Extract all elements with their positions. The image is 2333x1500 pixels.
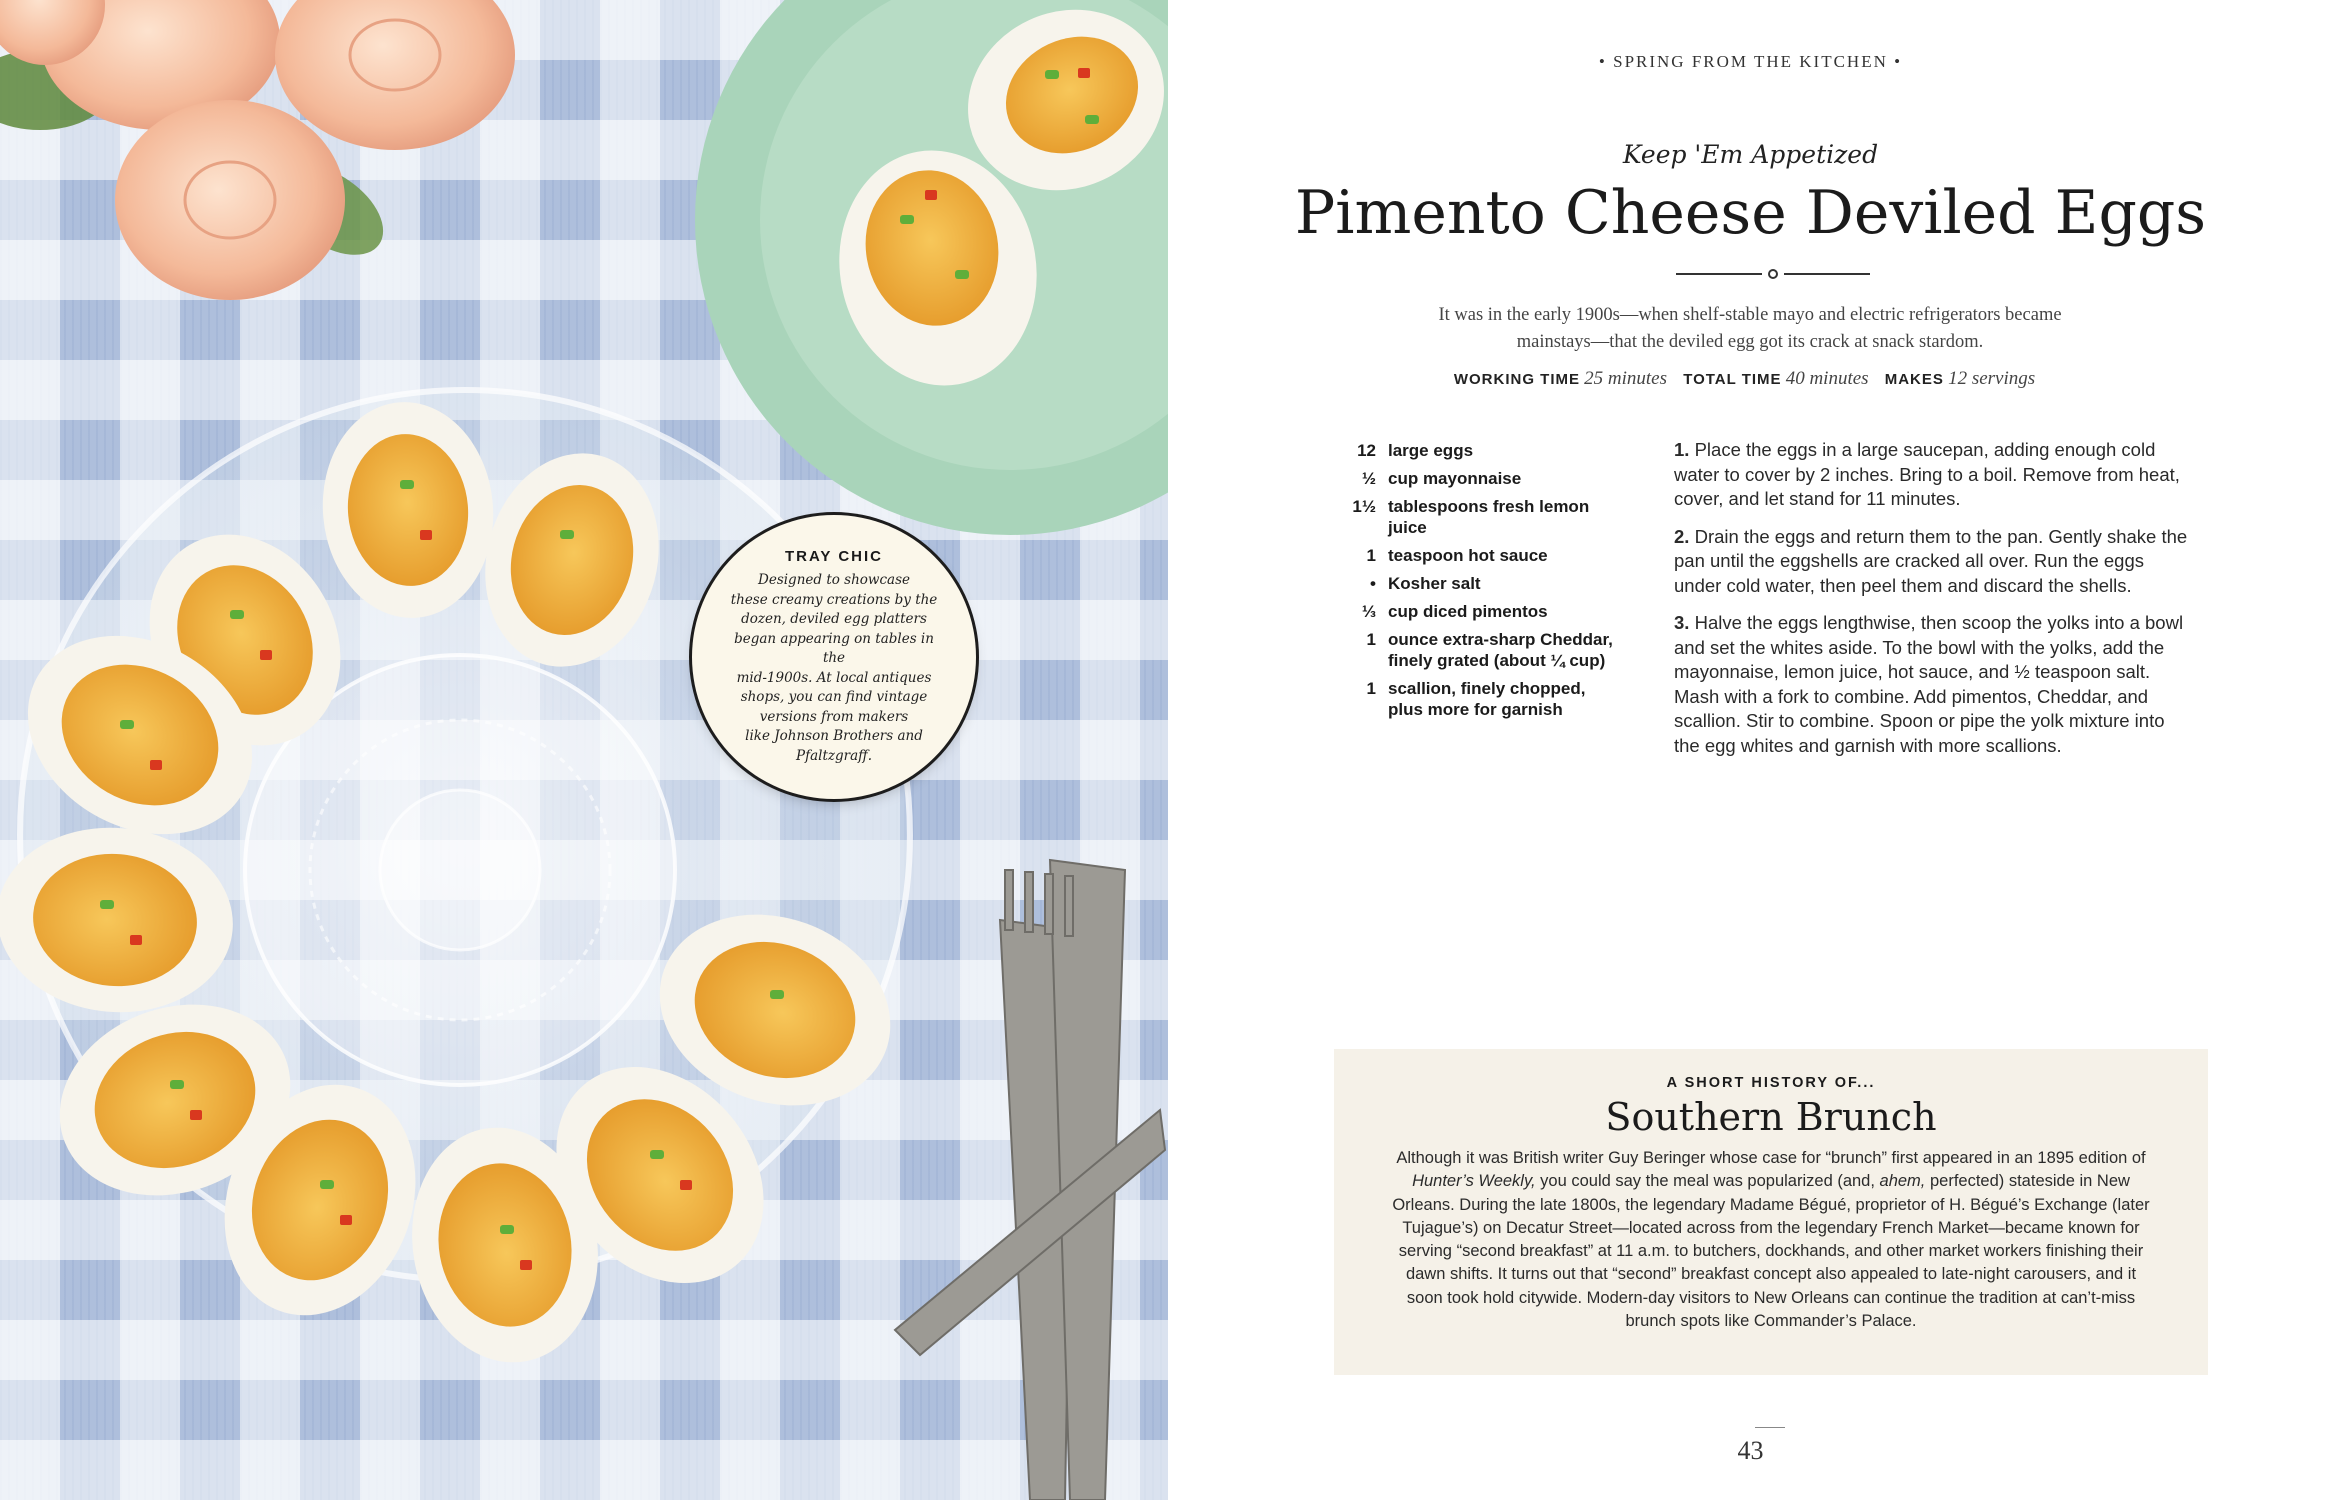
ornament-divider xyxy=(1676,268,1870,280)
recipe-step xyxy=(1674,611,2194,758)
ingredient-item xyxy=(1346,678,1616,720)
history-title: Southern Brunch xyxy=(1605,1095,1937,1139)
ingredient-qty: 1 xyxy=(1366,546,1376,565)
step-text: Place the eggs in a large saucepan, adding enough cold water to cover by 2 inches. Bring to a boil. Remove from heat, cover, and let stand for 11 minutes. xyxy=(1674,439,2180,509)
forks xyxy=(895,860,1165,1500)
ingredient-item xyxy=(1346,468,1616,489)
ingredient-item xyxy=(1346,601,1616,622)
tray-chic-callout xyxy=(695,518,973,796)
ingredient-item xyxy=(1346,629,1616,671)
recipe-step xyxy=(1674,438,2194,512)
recipe-step xyxy=(1674,525,2194,599)
green-plate xyxy=(695,0,1168,535)
total-time-value: 40 minutes xyxy=(1785,368,1869,389)
running-head: • SPRING FROM THE KITCHEN • xyxy=(1598,52,1903,71)
recipe-title: Pimento Cheese Deviled Eggs xyxy=(1294,178,2207,248)
history-body xyxy=(1391,1147,2151,1333)
history-text: you could say the meal was popularized (and, xyxy=(1535,1172,1880,1191)
ingredient-qty: 1 xyxy=(1366,679,1376,698)
intro-line: mainstays—that the deviled egg got its crack at snack stardom. xyxy=(1516,332,1984,352)
ingredient-item xyxy=(1346,573,1616,594)
ingredient-item xyxy=(1346,496,1616,538)
ingredient-text: large eggs xyxy=(1388,441,1474,460)
callout-line: dozen, deviled egg platters xyxy=(741,611,927,627)
ingredient-qty: 1½ xyxy=(1352,497,1376,516)
ingredient-text: ounce extra-sharp Cheddar, finely grated (about ¼ cup) xyxy=(1388,630,1613,670)
roses xyxy=(0,0,515,300)
total-time-label: TOTAL TIME xyxy=(1683,371,1782,388)
makes-label: MAKES xyxy=(1884,371,1944,388)
history-aside: ahem, xyxy=(1879,1172,1926,1191)
step-text: Halve the eggs lengthwise, then scoop the yolks into a bowl and set the whites aside. To the bowl with the yolks, add the mayonnaise, lemon juice, hot sauce, and ½ teaspoon salt. Mash with a fork to combine. Add pimentos, Cheddar, and scallion. Stir to combine. Spoon or pipe the yolk mixture into the egg whites and garnish with more scallions. xyxy=(1674,612,2184,756)
step-number: 2. xyxy=(1674,525,1690,547)
ingredient-text: Kosher salt xyxy=(1388,574,1481,593)
callout-line: like Johnson Brothers and xyxy=(745,728,923,744)
ingredient-qty: ⅓ xyxy=(1361,602,1376,621)
callout-line: these creamy creations by the xyxy=(730,591,938,608)
ingredient-text: cup diced pimentos xyxy=(1388,602,1548,621)
ingredient-qty: ½ xyxy=(1361,469,1376,488)
ingredient-item xyxy=(1346,545,1616,566)
makes-value: 12 servings xyxy=(1948,368,2036,389)
ingredient-text: cup mayonnaise xyxy=(1388,469,1522,488)
step-text: Drain the eggs and return them to the pan. Gently shake the pan until the eggshells are cracked all over. Run the eggs under cold water, then peel them and discard the shells. xyxy=(1674,525,2188,596)
ingredient-qty: 12 xyxy=(1357,441,1376,460)
ingredient-qty: • xyxy=(1370,574,1376,593)
history-text: perfected) stateside in New Orleans. During the late 1800s, the legendary Madame Bégué, proprietor of H. Bégué’s Exchange (later Tujague’s) on Decatur Street—located across from the legendary French Market—became known for serving “second breakfast” at 11 a.m. to butchers, dockhands, and other market workers finishing their dawn shifts. It turns out that “second” breakfast concept also appealed to late-night carousers, and it soon took hold citywide. Modern-day visitors to New Orleans can continue the tradition at can’t-miss brunch spots like Commander’s Palace. xyxy=(1392,1172,2150,1331)
history-label: A SHORT HISTORY OF... xyxy=(1666,1075,1876,1091)
callout-line: began appearing on tables in the xyxy=(734,630,934,666)
recipe-steps xyxy=(1674,438,2194,771)
history-sidebar xyxy=(1334,1049,2208,1375)
ingredient-text: scallion, finely chopped, plus more for garnish xyxy=(1388,679,1586,719)
step-number: 3. xyxy=(1674,612,1690,633)
recipe-meta xyxy=(1168,368,2333,390)
callout-title: TRAY CHIC xyxy=(784,548,884,565)
ingredient-text: tablespoons fresh lemon juice xyxy=(1388,497,1590,537)
callout-line: shops, you can find vintage xyxy=(740,689,928,705)
step-number: 1. xyxy=(1674,439,1690,460)
callout-line: mid-1900s. At local antiques xyxy=(736,669,932,686)
folio-rule xyxy=(1755,1427,1785,1428)
callout-line: versions from makers xyxy=(759,708,909,725)
working-time-value: 25 minutes xyxy=(1584,368,1668,389)
recipe-page xyxy=(1168,0,2333,1500)
ingredient-qty: 1 xyxy=(1366,630,1376,649)
callout-line: Designed to showcase xyxy=(758,572,910,588)
recipe-intro xyxy=(1400,302,2100,356)
intro-line: It was in the early 1900s—when shelf-stable mayo and electric refrigerators became xyxy=(1438,305,2062,325)
ingredient-item xyxy=(1346,440,1616,461)
history-text: Although it was British writer Guy Beringer whose case for “brunch” first appeared in an 1895 edition of xyxy=(1396,1149,2146,1167)
recipe-kicker: Keep 'Em Appetized xyxy=(1622,140,1879,169)
callout-body xyxy=(729,571,939,766)
callout-line: Pfaltzgraff. xyxy=(796,747,872,764)
ingredients-list xyxy=(1346,440,1616,727)
history-publication: Hunter’s Weekly, xyxy=(1412,1172,1536,1191)
ingredient-text: teaspoon hot sauce xyxy=(1388,546,1548,565)
page-number: 43 xyxy=(1737,1436,1764,1465)
working-time-label: WORKING TIME xyxy=(1453,371,1580,388)
